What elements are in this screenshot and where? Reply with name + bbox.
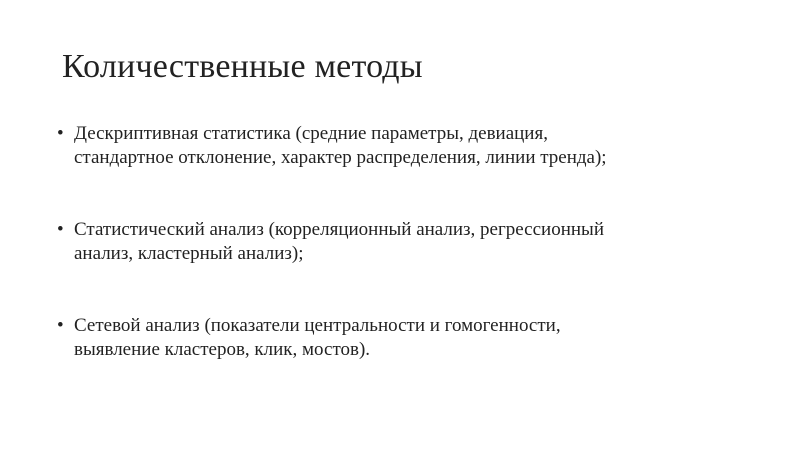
bullet-text-line: стандартное отклонение, характер распределения, линии тренда);: [74, 147, 607, 168]
bullet-item-descriptive-statistics: [55, 122, 755, 170]
bullet-marker: •: [57, 123, 64, 144]
bullet-item-statistical-analysis: [55, 218, 755, 266]
bullet-marker: •: [57, 219, 64, 240]
bullet-text-line: анализ, кластерный анализ);: [74, 243, 304, 264]
bullet-marker: •: [57, 315, 64, 336]
bullet-text-line: Сетевой анализ (показатели центральности и гомогенности,: [74, 315, 561, 336]
bullet-list: [55, 122, 755, 362]
slide-title: Количественные методы: [62, 48, 423, 85]
bullet-text-line: выявление кластеров, клик, мостов).: [74, 339, 371, 360]
bullet-text-line: Дескриптивная статистика (средние параметры, девиация,: [74, 123, 548, 144]
bullet-text-line: Статистический анализ (корреляционный анализ, регрессионный: [74, 219, 604, 240]
bullet-item-network-analysis: [55, 314, 755, 362]
